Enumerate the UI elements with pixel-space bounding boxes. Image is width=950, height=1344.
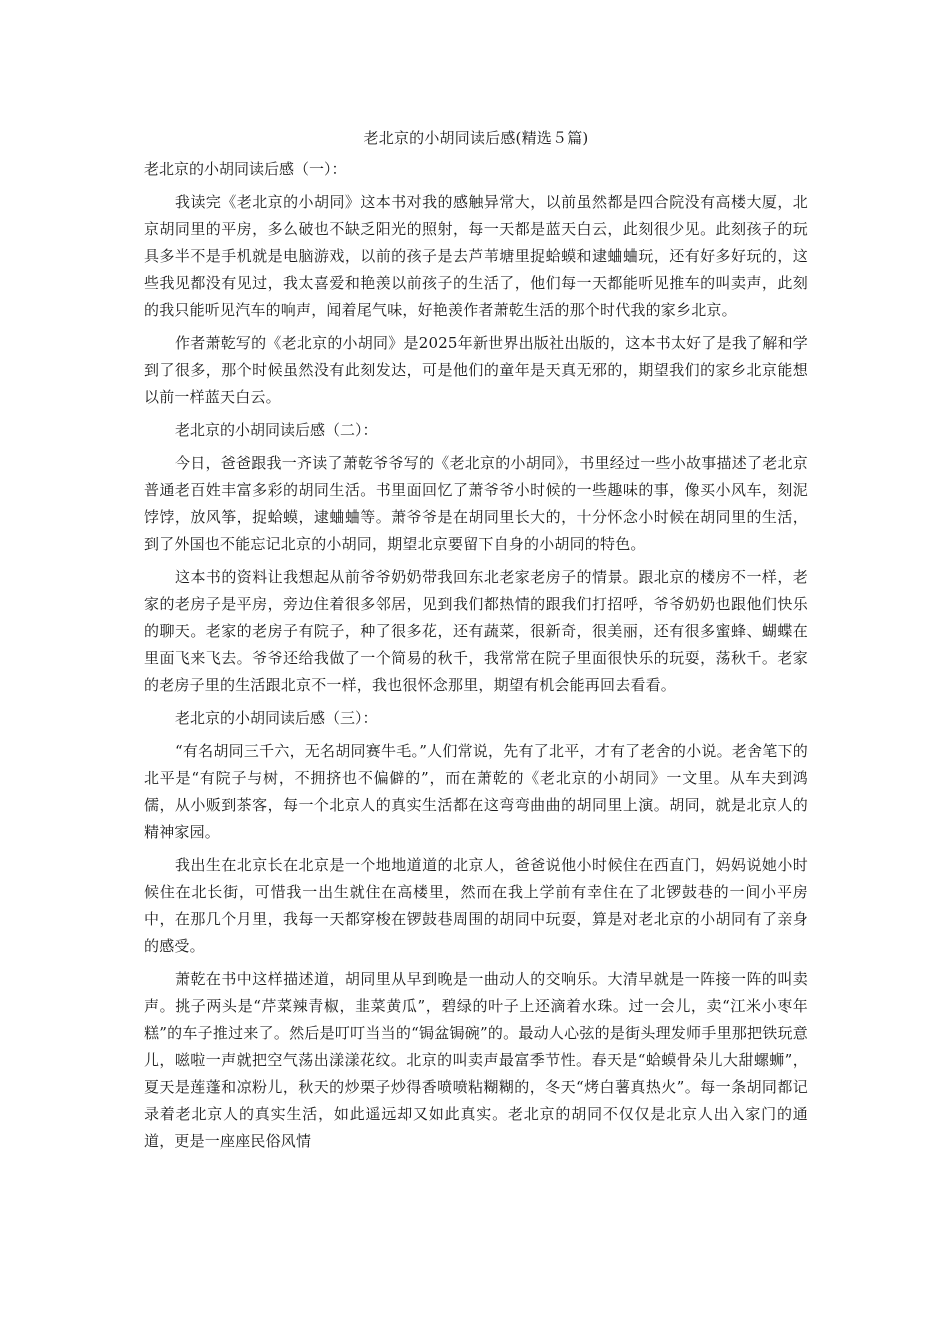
paragraph: 萧乾在书中这样描述道，胡同里从早到晚是一曲动人的交响乐。大清早就是一阵接一阵的叫卖声。挑子两头是“芹菜辣青椒，韭菜黄瓜”，碧绿的叶子上还滴着水珠。过一会儿，卖“江米小枣年糕”的车子推过来了。然后是叮叮当当的“锔盆锔碗”的。最动人心弦的是街头理发师手里那把铁玩意儿，嗞啦一声就把空气荡出漾漾花纹。北京的叫卖声最富季节性。春天是“蛤蟆骨朵儿大甜螺蛳”，夏天是莲蓬和凉粉儿，秋天的炒栗子炒得香喷喷粘糊糊的，冬天“烤白薯真热火”。每一条胡同都记录着老北京人的真实生活，如此遥远却又如此真实。老北京的胡同不仅仅是北京人出入家门的通道，更是一座座民俗风情 xyxy=(144,970,808,1150)
paragraph: 作者萧乾写的《老北京的小胡同》是2025年新世界出版社出版的，这本书太好了是我了解和学到了很多，那个时候虽然没有此刻发达，可是他们的童年是天真无邪的，期望我们的家乡北京能想以前一样蓝天白云。 xyxy=(144,334,808,406)
section-heading: 老北京的小胡同读后感（一）： xyxy=(144,160,347,178)
paragraph: 我读完《老北京的小胡同》这本书对我的感触异常大，以前虽然都是四合院没有高楼大厦，北京胡同里的平房，多么破也不缺乏阳光的照射，每一天都是蓝天白云，此刻很少见。此刻孩子的玩具多半不是手机就是电脑游戏，以前的孩子是去芦苇塘里捉蛤蟆和逮蛐蛐玩，还有好多好玩的，这些我见都没有见过，我太喜爱和艳羡以前孩子的生活了，他们每一天都能听见推车的叫卖声，此刻的我只能听见汽车的响声，闻着尾气味，好艳羡作者萧乾生活的那个时代我的家乡北京。 xyxy=(144,193,808,319)
paragraph: “有名胡同三千六，无名胡同赛牛毛。”人们常说，先有了北平，才有了老舍的小说。老舍笔下的北平是“有院子与树，不拥挤也不偏僻的”，而在萧乾的《老北京的小胡同》一文里。从车夫到鸿儒，从小贩到茶客，每一个北京人的真实生活都在这弯弯曲曲的胡同里上演。胡同，就是北京人的精神家园。 xyxy=(144,742,808,841)
paragraph: 今日，爸爸跟我一齐读了萧乾爷爷写的《老北京的小胡同》，书里经过一些小故事描述了老北京普通老百姓丰富多彩的胡同生活。书里面回忆了萧爷爷小时候的一些趣味的事，像买小风车，刻泥饽饽，放风筝，捉蛤蟆，逮蛐蛐等。萧爷爷是在胡同里长大的，十分怀念小时候在胡同里的生活，到了外国也不能忘记北京的小胡同，期望北京要留下自身的小胡同的特色。 xyxy=(144,454,808,553)
paragraph: 我出生在北京长在北京是一个地地道道的北京人，爸爸说他小时候住在西直门，妈妈说她小时候住在北长街，可惜我一出生就住在高楼里，然而在我上学前有幸住在了北锣鼓巷的一间小平房中，在那几个月里，我每一天都穿梭在锣鼓巷周围的胡同中玩耍，算是对老北京的小胡同有了亲身的感受。 xyxy=(144,856,808,955)
section-heading: 老北京的小胡同读后感（三）： xyxy=(175,709,378,727)
section-heading: 老北京的小胡同读后感（二）： xyxy=(175,421,378,439)
paragraph: 这本书的资料让我想起从前爷爷奶奶带我回东北老家老房子的情景。跟北京的楼房不一样，老家的老房子是平房，旁边住着很多邻居，见到我们都热情的跟我们打招呼，爷爷奶奶也跟他们快乐的聊天。老家的老房子有院子，种了很多花，还有蔬菜，很新奇，很美丽，还有很多蜜蜂、蝴蝶在里面飞来飞去。爷爷还给我做了一个简易的秋千，我常常在院子里面很快乐的玩耍，荡秋千。老家的老房子里的生活跟北京不一样，我也很怀念那里，期望有机会能再回去看看。 xyxy=(144,568,808,694)
document-title: 老北京的小胡同读后感(精选５篇) xyxy=(363,129,589,147)
document-content xyxy=(144,126,808,1161)
